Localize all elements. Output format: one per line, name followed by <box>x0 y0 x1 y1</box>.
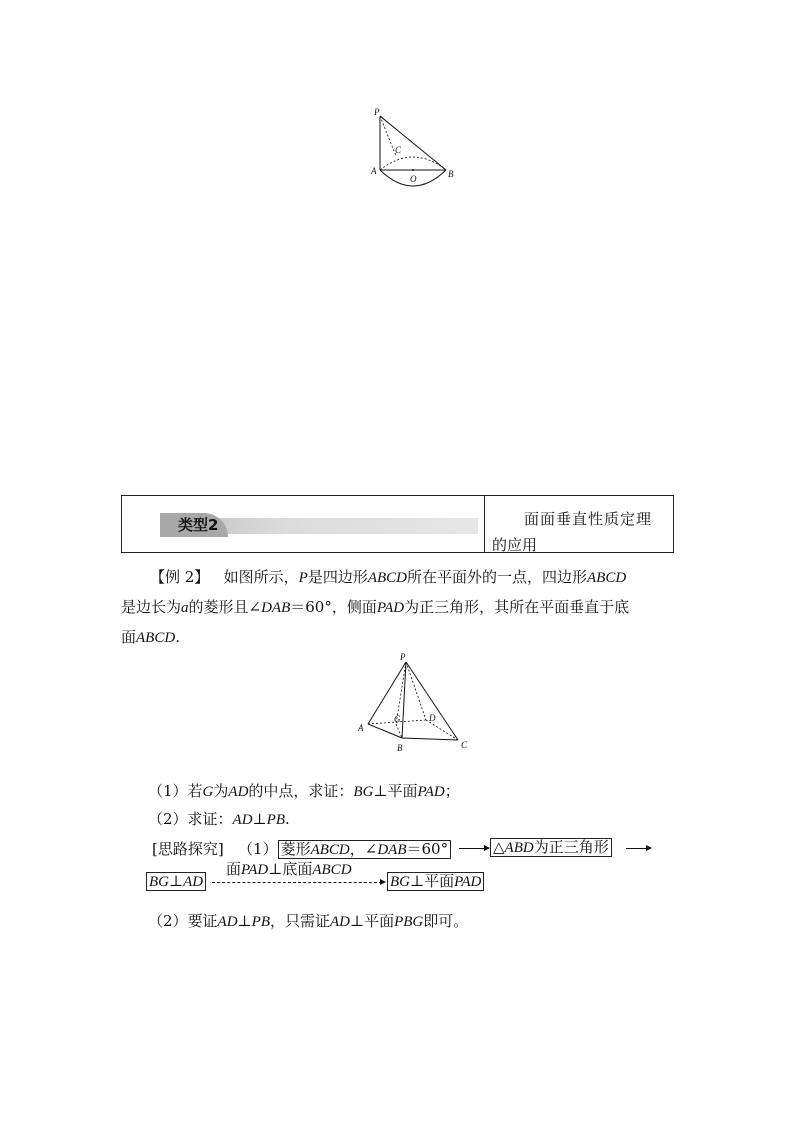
question-1 <box>148 780 460 801</box>
text: ，∠ <box>349 840 378 858</box>
text: ⊥平面 <box>410 872 455 890</box>
text: 为 <box>213 782 229 800</box>
question-2 <box>148 808 290 829</box>
arrow-2-head <box>646 845 652 851</box>
math-var: ABCD <box>136 630 176 646</box>
text: ⊥ <box>237 912 252 930</box>
dashed-arrow-head <box>380 879 386 885</box>
arrow-label <box>226 858 352 879</box>
text: ＝60°，侧面 <box>290 598 377 616</box>
pyramid-label-g: G <box>394 714 401 724</box>
cone-figure <box>366 106 462 192</box>
text: ，只需证 <box>269 912 330 930</box>
pyramid-label-p: P <box>400 652 406 662</box>
cone-label-c: C <box>395 145 402 155</box>
cone-label-o: O <box>410 174 417 184</box>
type-title-line2: 的应用 <box>492 536 538 554</box>
math-var: PAD <box>454 874 482 890</box>
analysis-box-3 <box>146 872 206 891</box>
math-var: P <box>298 570 308 586</box>
math-var: PAD <box>241 862 269 878</box>
text: . <box>175 628 180 646</box>
math-var: a <box>181 600 189 616</box>
text: ⊥ <box>252 810 267 828</box>
math-var: ABCD <box>310 842 350 858</box>
pyramid-figure <box>354 650 474 754</box>
text: （2）求证： <box>148 810 233 828</box>
analysis-box-4 <box>387 872 484 891</box>
type-title-line1: 面面垂直性质定理 <box>524 510 653 528</box>
math-var: DAB <box>377 842 407 858</box>
math-var: AD <box>183 874 204 890</box>
analysis-box-1 <box>278 840 452 859</box>
text: 如图所示， <box>223 568 299 586</box>
text: ； <box>444 782 460 800</box>
analysis-part-2 <box>148 910 468 931</box>
example-line-2 <box>121 596 629 617</box>
pyramid-label-b: B <box>397 743 403 753</box>
math-var: ABCD <box>587 570 627 586</box>
text: 面 <box>226 860 242 878</box>
math-var: AD <box>232 812 253 828</box>
math-var: PBG <box>394 914 424 930</box>
analysis-tag: [思路探究] <box>152 840 224 858</box>
text: 的菱形且∠ <box>188 598 262 616</box>
math-var: AD <box>330 914 350 930</box>
cone-label-a: A <box>371 166 377 176</box>
pyramid-label-c: C <box>461 740 468 750</box>
text: 菱形 <box>280 840 311 858</box>
pyramid-label-d: D <box>429 713 436 723</box>
text: ⊥平面 <box>350 912 395 930</box>
text: （1） <box>238 840 278 858</box>
dashed-arrow <box>212 882 382 883</box>
math-var: PB <box>266 812 285 828</box>
text: 是边长为 <box>121 598 182 616</box>
math-var: PAD <box>376 600 405 616</box>
text: . <box>284 810 290 828</box>
text: 所在平面外的一点，四边形 <box>407 568 588 586</box>
type-label: 类型2 <box>178 516 219 534</box>
example-line-3 <box>121 626 180 647</box>
math-var: PAD <box>417 784 445 800</box>
analysis-line-1 <box>152 838 451 859</box>
text: 面 <box>121 628 137 646</box>
text: 的中点，求证： <box>248 782 354 800</box>
text: △ <box>493 838 505 856</box>
math-var: BG <box>353 784 374 800</box>
example-tag: 【例 2】 <box>150 568 210 586</box>
example-line-1 <box>150 566 626 587</box>
text: 为正三角形 <box>533 838 609 856</box>
math-var: BG <box>149 874 169 890</box>
text: 即可。 <box>423 912 469 930</box>
analysis-box-2 <box>490 838 612 857</box>
math-var: BG <box>390 874 410 890</box>
analysis-box-3-wrap <box>146 872 206 891</box>
text: ⊥ <box>169 872 184 890</box>
text: ⊥平面 <box>373 782 418 800</box>
math-var: ABCD <box>312 862 352 878</box>
math-var: ABCD <box>367 570 407 586</box>
type-header-divider <box>484 496 485 552</box>
type-header <box>121 495 674 553</box>
math-var: PB <box>251 914 270 930</box>
math-var: ABD <box>504 840 534 856</box>
arrow-2 <box>626 848 648 849</box>
cone-label-b: B <box>448 169 454 179</box>
pyramid-label-a: A <box>358 723 364 733</box>
text: （1）若 <box>148 782 203 800</box>
math-var: G <box>202 784 214 800</box>
analysis-box-4-wrap <box>387 872 484 891</box>
math-var: DAB <box>261 600 291 616</box>
text: 为正三角形，其所在平面垂直于底 <box>404 598 630 616</box>
analysis-box-2-wrap <box>490 838 612 857</box>
math-var: AD <box>228 784 249 800</box>
text: ⊥底面 <box>268 860 313 878</box>
text: 是四边形 <box>307 568 368 586</box>
text: （2）要证 <box>148 912 218 930</box>
cone-label-p: P <box>374 107 380 117</box>
math-var: AD <box>217 914 238 930</box>
text: ＝60° <box>406 840 449 858</box>
